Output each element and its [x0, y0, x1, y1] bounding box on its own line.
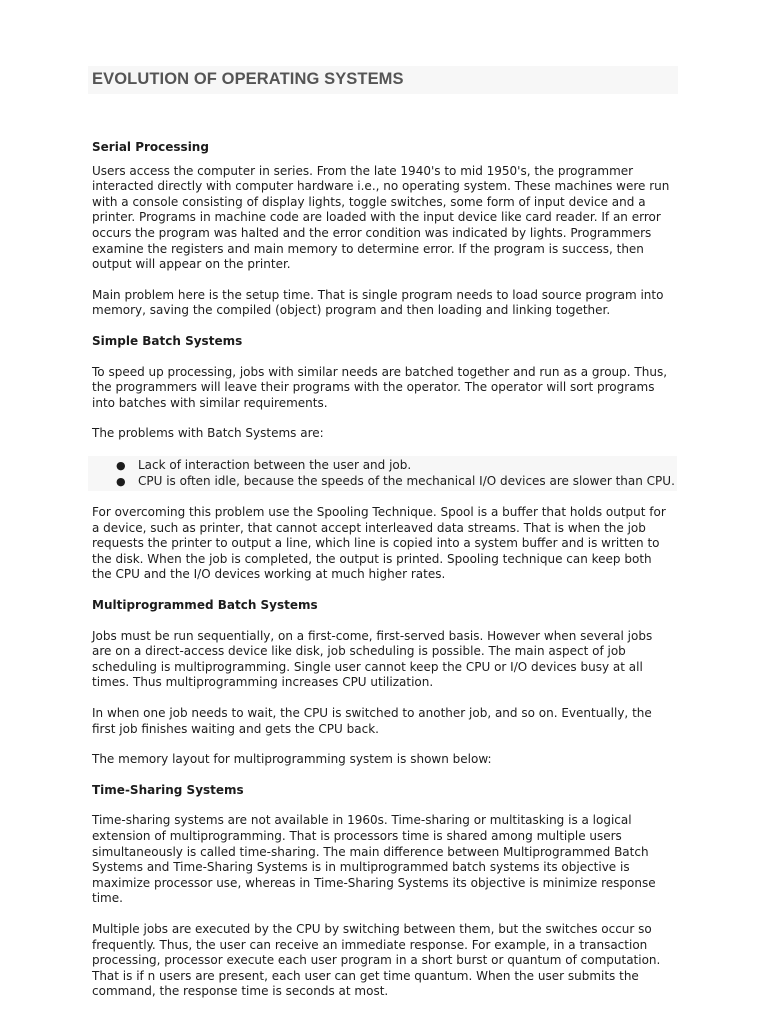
multiprogrammed-paragraph-3: The memory layout for multiprogramming system is shown below:	[92, 752, 492, 767]
multiprogrammed-paragraph-1: Jobs must be run sequentially, on a first-come, first-served basis. However when several jobs are on a direct-access device like disk, job scheduling is possible. The main aspect of job scheduling is multiprogramming. Single user cannot keep the CPU or I/O devices busy at all times. Thus multiprogramming increases CPU utilization.	[92, 628, 653, 690]
time-sharing-paragraph-2: Multiple jobs are executed by the CPU by switching between them, but the switches occur so frequently. Thus, the user can receive an immediate response. For example, in a transaction processing, processor execute each user program in a short burst or quantum of computation. That is if n users are present, each user can get time quantum. When the user submits the command, the response time is seconds at most.	[92, 921, 661, 999]
list-item	[92, 474, 677, 490]
bullet-icon: ●	[116, 458, 126, 472]
time-sharing-paragraph-1: Time-sharing systems are not available in 1960s. Time-sharing or multitasking is a logical extension of multiprogramming. That is processors time is shared among multiple users simultaneously is called time-sharing. The main difference between Multiprogrammed Batch Systems and Time-Sharing Systems is in multiprogrammed batch systems its objective is maximize processor use, whereas in Time-Sharing Systems its objective is minimize response time.	[92, 813, 656, 906]
document-title: EVOLUTION OF OPERATING SYSTEMS	[92, 70, 404, 88]
multiprogrammed-paragraph-2: In when one job needs to wait, the CPU is switched to another job, and so on. Eventually, the first job finishes waiting and gets the CPU back.	[92, 706, 652, 736]
section-heading-time-sharing-systems: Time-Sharing Systems	[92, 782, 244, 797]
batch-systems-paragraph-2: The problems with Batch Systems are:	[92, 426, 324, 441]
bullet-icon: ●	[116, 474, 126, 488]
serial-processing-paragraph-2: Main problem here is the setup time. That is single program needs to load source program into memory, saving the compiled (object) program and then loading and linking together.	[92, 287, 664, 318]
section-heading-multiprogrammed-batch-systems: Multiprogrammed Batch Systems	[92, 598, 318, 613]
list-item-text: Lack of interaction between the user and job.	[138, 457, 412, 472]
document-body	[92, 140, 675, 1000]
section-heading-serial-processing: Serial Processing	[92, 140, 209, 154]
batch-systems-paragraph-1: To speed up processing, jobs with similar needs are batched together and run as a group. Thus, the programmers will leave their programs with the operator. The operator will sort programs into batches with similar requirements.	[92, 364, 668, 410]
serial-processing-paragraph-1: Users access the computer in series. From the late 1940's to mid 1950's, the programmer interacted directly with computer hardware i.e., no operating system. These machines were run with a console consisting of display lights, toggle switches, some form of input device and a printer. Programs in machine code are loaded with the input device like card reader. If an error occurs the program was halted and the error condition was indicated by lights. Programmers examine the registers and main memory to determine error. If the program is success, then output will appear on the printer.	[92, 163, 670, 272]
list-item	[92, 458, 677, 474]
section-heading-simple-batch-systems: Simple Batch Systems	[92, 333, 243, 348]
batch-problems-list	[88, 456, 677, 491]
list-item-text: CPU is often idle, because the speeds of the mechanical I/O devices are slower than CPU.	[138, 473, 675, 488]
batch-systems-paragraph-3: For overcoming this problem use the Spooling Technique. Spool is a buffer that holds output for a device, such as printer, that cannot accept interleaved data streams. That is when the job requests the printer to output a line, which line is copied into a system buffer and is written to the disk. When the job is completed, the output is printed. Spooling technique can keep both the CPU and the I/O devices working at much higher rates.	[92, 505, 666, 582]
